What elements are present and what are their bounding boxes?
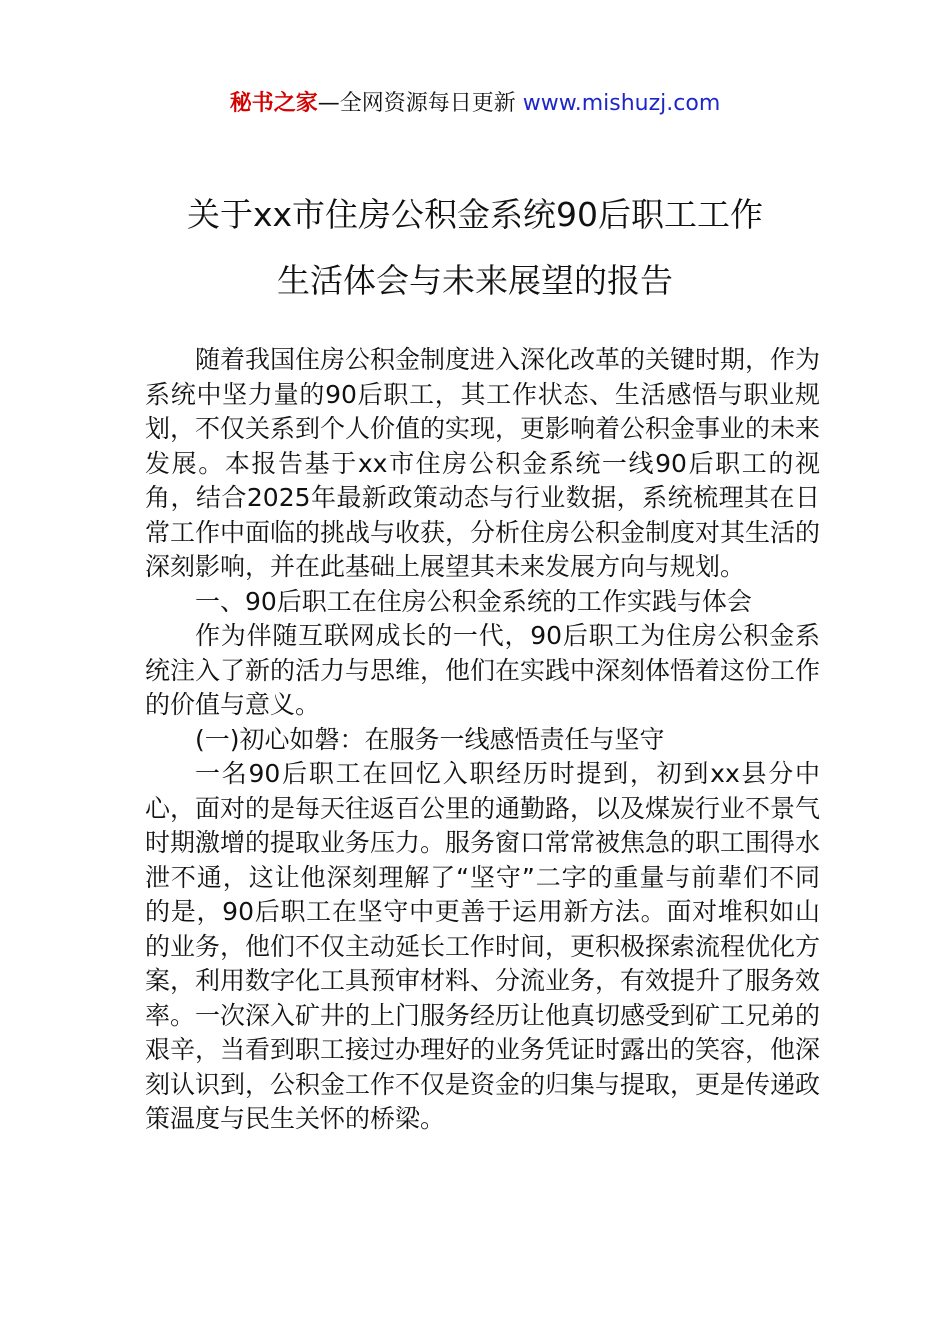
document-body — [145, 343, 820, 1137]
title-line-1: 关于xx市住房公积金系统90后职工工作 — [186, 195, 764, 234]
site-url-link[interactable]: www.mishuzj.com — [522, 91, 721, 116]
subsection-1-paragraph: 一名90后职工在回忆入职经历时提到，初到xx县分中心，面对的是每天往返百公里的通勤路，以及煤炭行业不景气时期激增的提取业务压力。服务窗口常常被焦急的职工围得水泄不通，这让他深刻理解了“坚守”二字的重量与前辈们不同的是，90后职工在坚守中更善于运用新方法。面对堆积如山的业务，他们不仅主动延长工作时间，更积极探索流程优化方案，利用数字化工具预审材料、分流业务，有效提升了服务效率。一次深入矿井的上门服务经历让他真切感受到矿工兄弟的艰辛，当看到职工接过办理好的业务凭证时露出的笑容，他深刻认识到，公积金工作不仅是资金的归集与提取，更是传递政策温度与民生关怀的桥梁。 — [145, 759, 821, 1133]
brand-name: 秘书之家 — [229, 91, 318, 116]
header-tagline: —全网资源每日更新 — [317, 91, 523, 116]
title-line-2: 生活体会与未来展望的报告 — [277, 261, 673, 300]
section-1-paragraph: 作为伴随互联网成长的一代，90后职工为住房公积金系统注入了新的活力与思维，他们在实践中深刻体悟着这份工作的价值与意义。 — [145, 621, 821, 719]
document-title — [60, 182, 890, 314]
intro-paragraph: 随着我国住房公积金制度进入深化改革的关键时期，作为系统中坚力量的90后职工，其工作状态、生活感悟与职业规划，不仅关系到个人价值的实现，更影响着公积金事业的未来发展。本报告基于xx市住房公积金系统一线90后职工的视角，结合2025年最新政策动态与行业数据，系统梳理其在日常工作中面临的挑战与收获，分析住房公积金制度对其生活的深刻影响，并在此基础上展望其未来发展方向与规划。 — [145, 345, 821, 581]
subsection-heading-1: (一)初心如磐：在服务一线感悟责任与坚守 — [195, 724, 665, 754]
site-header — [0, 88, 950, 120]
section-heading-1: 一、90后职工在住房公积金系统的工作实践与体会 — [195, 586, 752, 616]
